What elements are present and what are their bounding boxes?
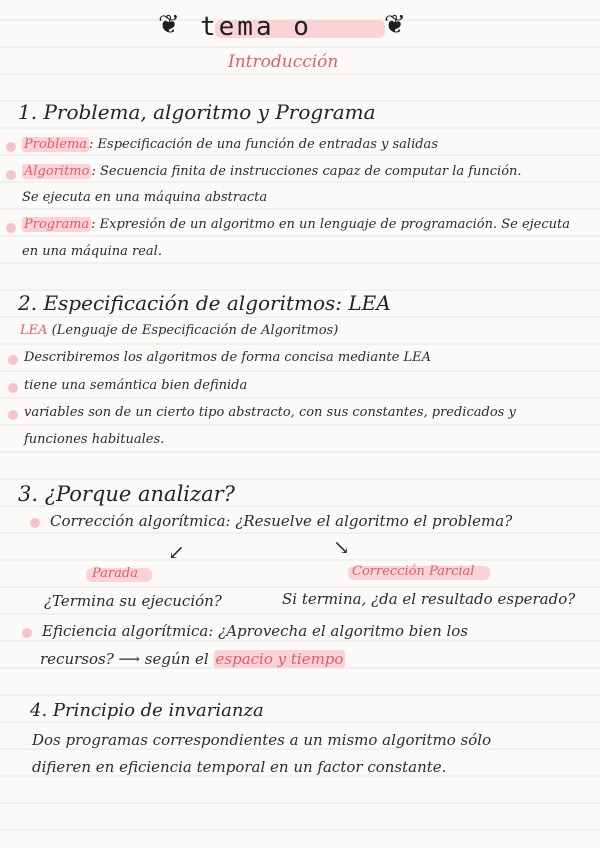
page-subtitle: Introducción [228, 52, 339, 72]
problema-definition: : Especificación de una función de entradas y salidas [89, 137, 438, 152]
bullet-dot [30, 518, 40, 528]
lea-bullet-3-continuation: funciones habituales. [24, 432, 165, 447]
efficiency-continuation [40, 650, 345, 668]
lea-expansion: (Lenguaje de Especificación de Algoritmos) [51, 323, 339, 338]
algoritmo-term: Algoritmo [24, 164, 90, 179]
bullet-dot [8, 410, 18, 420]
problema-item [22, 137, 438, 152]
space-time-highlight: espacio y tiempo [215, 650, 344, 668]
parada-question: ¿Termina su ejecución? [44, 592, 222, 610]
lea-term: LEA [20, 323, 48, 338]
bullet-dot [6, 170, 16, 180]
lea-definition [20, 323, 338, 338]
algoritmo-item [22, 164, 522, 179]
parada-label: Parada [92, 566, 138, 581]
algoritmo-continuation: Se ejecuta en una máquina abstracta [22, 190, 268, 205]
parcial-question: Si termina, ¿da el resultado esperado? [282, 590, 576, 608]
efficiency-question: Eficiencia algorítmica: ¿Aprovecha el algoritmo bien los [42, 622, 469, 640]
bullet-dot [8, 355, 18, 365]
section-3-heading: 3. ¿Porque analizar? [18, 482, 235, 506]
page-title: tema o [200, 12, 312, 42]
flourish-right-icon: ❦ [384, 10, 406, 40]
bullet-dot [6, 142, 16, 152]
programa-item [22, 217, 570, 232]
bullet-dot [22, 628, 32, 638]
arrow-down-right-icon: ↘ [333, 535, 350, 559]
programa-continuation: en una máquina real. [22, 244, 162, 259]
section-4-heading: 4. Principio de invarianza [30, 700, 264, 721]
lea-bullet-3: variables son de un cierto tipo abstracto, con sus constantes, predicados y [24, 405, 516, 420]
arrow-down-left-icon: ↙ [168, 540, 185, 564]
section-1-heading: 1. Problema, algoritmo y Programa [18, 100, 376, 124]
efficiency-continuation-text: recursos? ⟶ según el [40, 650, 209, 668]
algoritmo-definition: : Secuencia finita de instrucciones capaz de computar la función. [91, 164, 522, 179]
lea-bullet-2: tiene una semántica bien definida [24, 378, 248, 393]
invariance-line-2: difieren en eficiencia temporal en un factor constante. [32, 758, 447, 776]
invariance-line-1: Dos programas correspondientes a un mismo algoritmo sólo [32, 731, 492, 749]
bullet-dot [6, 223, 16, 233]
correction-question: Corrección algorítmica: ¿Resuelve el algoritmo el problema? [50, 512, 513, 530]
programa-definition: : Expresión de un algoritmo en un lenguaje de programación. Se ejecuta [91, 217, 570, 232]
section-2-heading: 2. Especificación de algoritmos: LEA [18, 291, 391, 315]
lea-bullet-1: Describiremos los algoritmos de forma concisa mediante LEA [24, 350, 432, 365]
parcial-label: Corrección Parcial [352, 564, 475, 579]
programa-term: Programa [24, 217, 90, 232]
bullet-dot [8, 383, 18, 393]
problema-term: Problema [24, 137, 88, 152]
flourish-left-icon: ❦ [158, 10, 180, 40]
